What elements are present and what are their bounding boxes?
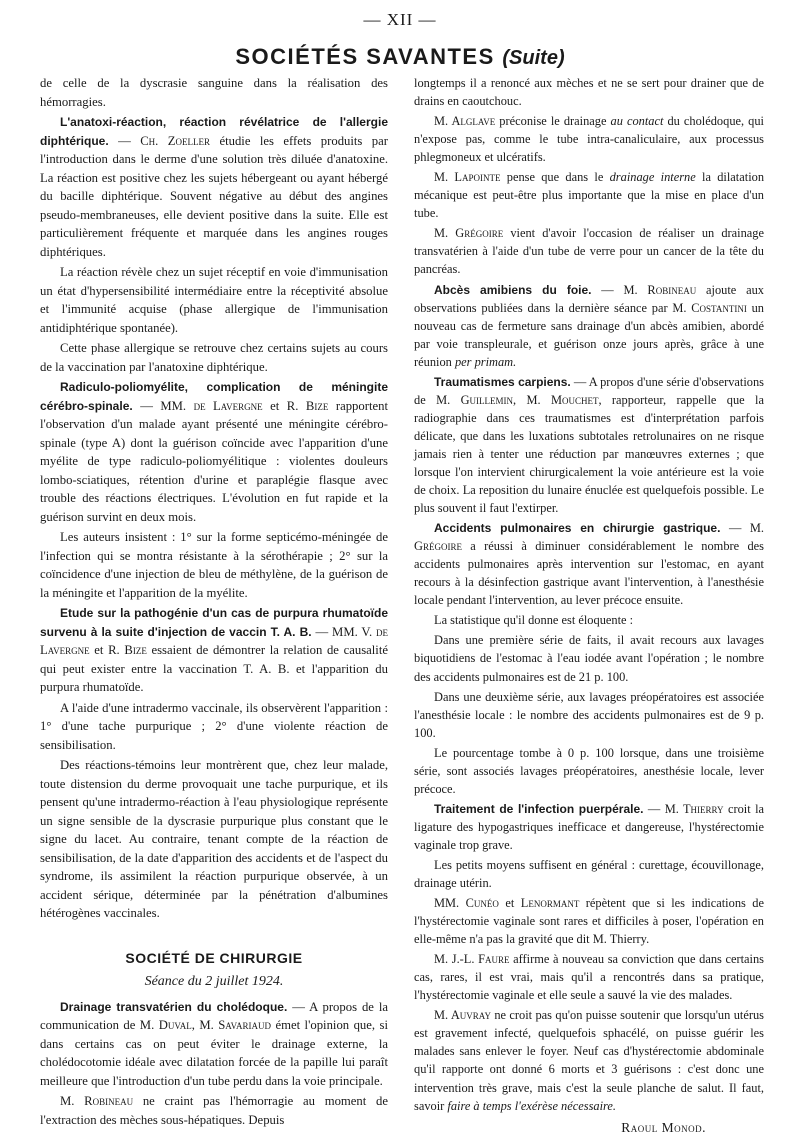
author-name: Ch. Zoeller — [140, 133, 211, 148]
paragraph: Drainage transvatérien du cholédoque. — A propos de la communication de M. Duval, M. Savariaud émet l'opinion que, si dans certains cas on peut éviter le drainage externe, la cholédocotomie idéale avec dilatation forcée de la papille lui paraît meilleure que l'introduction d'un tube perdu dans la voie principale. — [40, 999, 388, 1088]
article-heading: Traumatismes carpiens. — [434, 374, 571, 389]
paragraph: longtemps il a renoncé aux mèches et ne se sert pour drainer que de drains en caoutchouc. — [414, 76, 764, 109]
author-name: M. Grégoire — [414, 521, 764, 554]
paragraph: M. Auvray ne croit pas qu'on puisse soutenir que lorsqu'un utérus est gravement infecté, quelquefois sphacélé, on puisse guérir les malades sans enlever le foyer. Neuf cas d'hystérectomie abdominale qu'il rapporte ont donné 6 morts et 3 guérisons : c'est donc une intervention très grave, mais c'est la seule planche de salut. Il faut, savoir faire à temps l'exérèse nécessaire. — [414, 1008, 764, 1113]
article-heading: Accidents pulmonaires en chirurgie gastrique. — [434, 521, 721, 536]
article-heading: Drainage transvatérien du cholédoque. — [60, 999, 288, 1014]
running-title-text: SOCIÉTÉS SAVANTES — [235, 44, 495, 69]
paragraph: Radiculo-poliomyélite, complication de méningite cérébro-spinale. — MM. de Lavergne et R. Bize rapportent l'observation d'un malade ayant présenté une méningite cérébro-spinale (type A) dont la guérison coïncide avec l'apparition d'une myélite de type radiculo-poliomyélitique : violentes douleurs lombo-sciatiques, rétention d'urine et paraplégie flasque avec trouble des réactions électriques. L'évolution en fut rapide et la guérison survint en deux mois. — [40, 380, 388, 524]
paragraph: Accidents pulmonaires en chirurgie gastrique. — M. Grégoire a réussi à diminuer considérablement le nombre des accidents pulmonaires après intervention sur l'estomac, en ayant recours à la désinfection gastrique avant l'intervention, à l'anesthésie locale pendant l'intervention, au lever précoce ensuite. — [414, 521, 764, 608]
paragraph: Traumatismes carpiens. — A propos d'une série d'observations de M. Guillemin, M. Mouchet, rapporteur, rappelle que la radiographie dans ces traumatismes est d'interprétation parfois délicate, que dans les luxations subtotales retrolunaires on ne risque jamais rien à tenter une réduction par manœuvres externes ; que lorsque l'on intervient chirurgicalement la voie antérieure est la voie de choix. La reposition du lunaire énuclée est quelquefois possible. Le plus souvent il faut l'extirper. — [414, 374, 764, 516]
author-name: R. Bize — [286, 398, 329, 413]
author-name: R. Bize — [108, 643, 147, 657]
running-title-suffix: (Suite) — [502, 47, 565, 69]
author-name: MM. V. de Lavergne — [40, 624, 389, 657]
author-name: Cunéo — [465, 896, 499, 911]
article-heading: Etude sur la pathogénie d'un cas de purpura rhumatoïde survenu à la suite d'injection de vaccin T. A. B. — [40, 606, 388, 639]
paragraph: Dans une deuxième série, aux lavages préopératoires est associée l'anesthésie locale : le nombre des accidents pulmonaires est de 9 p. 100. — [414, 689, 764, 740]
paragraph: Les petits moyens suffisent en général : curettage, écouvillonage, drainage utérin. — [414, 857, 764, 891]
author-name: Duval — [158, 1018, 192, 1032]
paragraph: Les auteurs insistent : 1° sur la forme septicémo-méningée de l'infection qui se montra résistante à la sérothérapie ; 2° sur la coïncidence d'une injection de bleu de méthylène, de la guérison de la méningite et l'apparition de la myélite. — [40, 530, 388, 600]
author-name: M. Alglave — [434, 114, 496, 129]
left-column — [40, 74, 388, 1131]
paragraph: Des réactions-témoins leur montrèrent que, chez leur malade, toute distension du derme provoquait une tache purpurique, et ils pensent qu'une intradermo-réaction à l'eau physiologique représente un signe sensible de la dyscrasie purpurique plus constant que le signe du lacet. Au contraire, tenant compte de la réaction de sensibilisation, de la date d'apparition des accidents et de l'aspect du syndrome, ils assimilent la réaction purpurique observée, à un accident sérique, déterminée par la pénétration d'albumines hétérogènes vaccinales. — [40, 758, 388, 920]
paragraph: M. J.-L. Faure affirme à nouveau sa conviction que dans certains cas, rares, il est vrai, mais qu'il a rencontrés dans sa pratique, l'hystérectomie vaginale et elle seule a sauvé la vie des malades. — [414, 952, 764, 1003]
paragraph: Traitement de l'infection puerpérale. — M. Thierry croit la ligature des hypogastriques inefficace et dangereuse, l'hystérectomie vaginale trop grave. — [414, 801, 765, 852]
paragraph: Abcès amibiens du foie. — M. Robineau ajoute aux observations publiées dans la dernière séance par M. Costantini un nouveau cas de fermeture sans drainage d'un abcès amibien, abordé par voie transpleurale, et guérison onze jours après, grâce à une réunion per primam. — [414, 282, 764, 369]
article-heading: Radiculo-poliomyélite, complication de méningite cérébro-spinale. — [40, 380, 388, 413]
paragraph: Etude sur la pathogénie d'un cas de purpura rhumatoïde survenu à la suite d'injection de vaccin T. A. B. — MM. V. de Lavergne et R. Bize essaient de démontrer la relation de causalité qui peut exister entre la vaccination T. A. B. et l'apparition du purpura rhumatoïde. — [40, 606, 389, 694]
paragraph: La statistique qu'il donne est éloquente : — [434, 613, 634, 628]
author-name: M. J.-L. Faure — [434, 952, 510, 967]
section-title: SOCIÉTÉ DE CHIRURGIE — [125, 949, 303, 966]
page-folio: — XII — — [363, 10, 437, 29]
article-heading: Traitement de l'infection puerpérale. — [434, 801, 644, 816]
paragraph: M. Robineau ne craint pas l'hémorragie au moment de l'extraction des mèches sous-hépatiques. Depuis — [40, 1094, 388, 1127]
paragraph: Le pourcentage tombe à 0 p. 100 lorsque, dans une troisième série, sont associés lavages préopératoires, anesthésie locale, lever précoce. — [414, 745, 764, 796]
paragraph: M. Lapointe pense que dans le drainage interne la dilatation mécanique est peut-être plus importante que la mise en place d'un tube. — [414, 170, 765, 221]
paragraph: Dans une première série de faits, il avait recours aux lavages biquotidiens de l'estomac à l'eau iodée avant l'opération ; le nombre des accidents pulmonaires est de 21 p. 100. — [414, 633, 764, 684]
session-date: Séance du 2 juillet 1924. — [144, 974, 284, 989]
author-name: Lenormant — [520, 896, 580, 911]
author-name: M. Mouchet — [526, 392, 599, 407]
author-name: M. Auvray — [434, 1008, 491, 1023]
author-name: M. Lapointe — [434, 170, 501, 185]
signature: Raoul Monod. — [621, 1119, 706, 1135]
paragraph: L'anatoxi-réaction, réaction révélatrice de l'allergie diphtérique. — Ch. Zoeller étudie les effets produits par l'introduction dans le derme d'une solution très diluée d'anatoxine. La réaction est positive chez les sujets hébergeant ou ayant hébergé du bacille diphtérique. Souvent négative au début des angines pseudo-membraneuses, elle devient positive dans la suite. Elle est particulièrement fréquente et marquée dans les angines rouges diphtériques. — [40, 115, 388, 259]
article-heading: L'anatoxi-réaction, réaction révélatrice de l'allergie diphtérique. — [40, 115, 388, 148]
author-name: Guillemin — [460, 392, 513, 407]
author-name: Savariaud — [218, 1018, 271, 1032]
paragraph: MM. Cunéo et Lenormant répètent que si les indications de l'hystérectomie vaginale sont rares et difficiles à poser, l'opération en elle-même n'a pas la gravité que dit M. Thierry. — [414, 896, 764, 947]
paragraph: A l'aide d'une intradermo vaccinale, ils observèrent l'apparition : 1° d'une tache purpurique ; 2° d'une violente réaction de sensibilisation. — [40, 700, 388, 752]
running-title — [0, 44, 800, 70]
article-heading: Abcès amibiens du foie. — [434, 282, 592, 297]
author-name: MM. de Lavergne — [160, 398, 263, 413]
paragraph: M. Alglave préconise le drainage au contact du cholédoque, qui n'expose pas, comme le tube intra-canaliculaire, aux processus phlegmoneux et ulcératifs. — [414, 114, 764, 165]
paragraph: M. Grégoire vient d'avoir l'occasion de réaliser un drainage transvatérien à l'aide d'un tube de verre pour un cancer de la tête du pancréas. — [414, 226, 764, 277]
paragraph: Cette phase allergique se retrouve chez certains sujets au cours de la vaccination par l'anatoxine diphtérique. — [40, 341, 388, 374]
author-name: M. Robineau — [60, 1094, 134, 1108]
author-name: Costantini — [691, 300, 747, 315]
author-name: M. Thierry — [664, 801, 724, 816]
paragraph: de celle de la dyscrasie sanguine dans la réalisation des hémorragies. — [40, 76, 388, 109]
right-column — [414, 74, 764, 1137]
author-name: M. Robineau — [623, 282, 697, 297]
paragraph: La réaction révèle chez un sujet réceptif en voie d'immunisation un état d'hypersensibilité intermédiaire entre la réceptivité absolue et l'immunité acquise (phase allergique de l'immunisation antidiphtérique spontanée). — [40, 265, 388, 335]
author-name: M. Grégoire — [434, 226, 504, 241]
